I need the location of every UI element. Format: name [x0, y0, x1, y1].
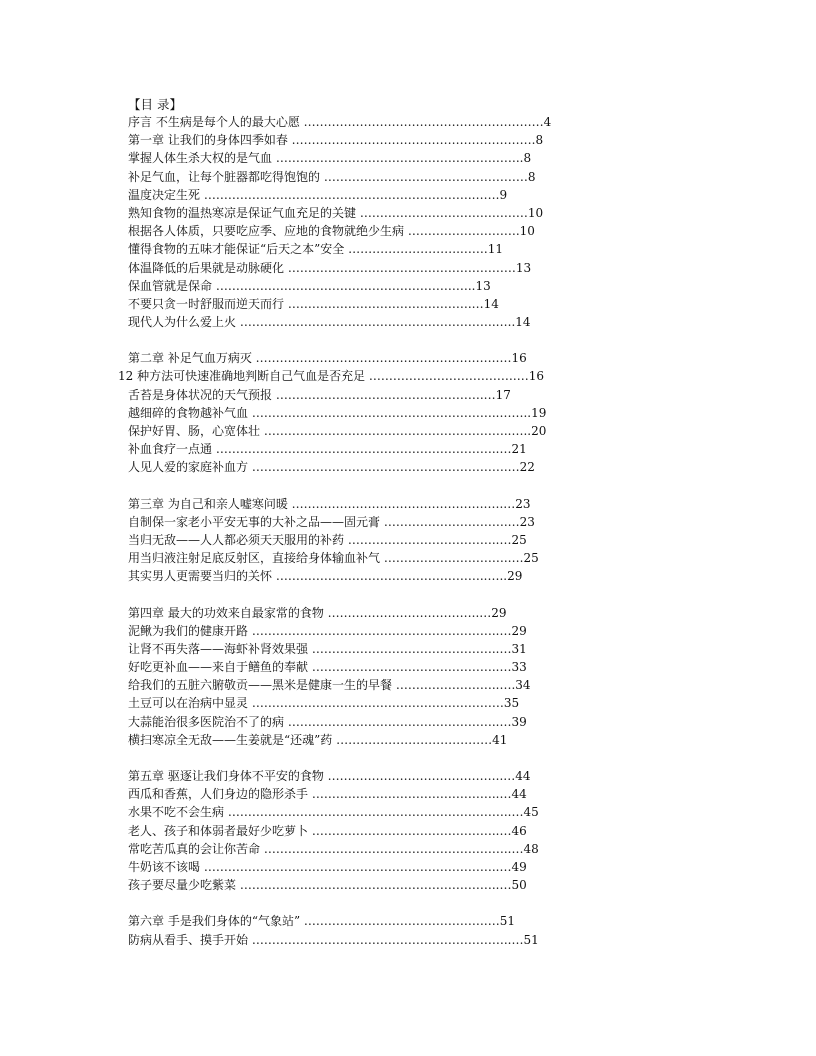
toc-entry: 第六章 手是我们身体的“气象站” ……………………………………….…51	[128, 914, 515, 929]
toc-section	[128, 113, 658, 331]
toc-entry: 泥鳅为我们的健康开路 ……………………………………………………..…29	[128, 623, 527, 638]
toc-entry: 保血管就是保命 ………………………………………………………..13	[128, 278, 491, 293]
toc-entry: 好吃更补血——来自于鳝鱼的奉献 ………………………………………..…33	[128, 660, 527, 675]
toc-entry: 掌握人体生杀大权的是气血 ……………………………………………………..8	[128, 151, 532, 166]
toc-entry: 第四章 最大的功效来自最家常的食物 ………………………………..…29	[128, 605, 507, 620]
toc-entry: 牛奶该不该喝 ………………………………………………………………..…49	[128, 859, 527, 874]
toc-entry: 用当归液注射足底反射区，直接给身体输血补气 ………………………….….25	[128, 551, 539, 566]
toc-entry: 第二章 补足气血万病灭 …………………………………………………….…16	[128, 351, 527, 366]
toc-entry: 其实男人更需要当归的关怀 ……………………………………………..…..29	[128, 569, 523, 584]
toc-entry: 孩子要尽量少吃紫菜 ………………………………………………………..…50	[128, 878, 527, 893]
toc-entry: 老人、孩子和体弱者最好少吃萝卜 ………………………………………..…46	[128, 823, 527, 838]
toc-section	[128, 912, 658, 948]
toc-entry: 序言 不生病是每个人的最大心愿 ……………………………………………………4	[128, 115, 552, 129]
toc-entry: 懂得食物的五味才能保证“后天之本”安全 ……………………….…….11	[128, 242, 503, 257]
toc-entry: 土豆可以在治病中显灵 ………………………………………………………35	[128, 696, 520, 711]
toc-entry: 舌苔是身体状况的天气预报 …………………………………………….…17	[128, 387, 511, 402]
toc-entry: 让肾不再失落——海虾补肾效果强 ………………………………………..…31	[128, 641, 527, 656]
toc-entry: 根据各人体质，只要吃应季、应地的食物就绝少生病 ……………………….10	[128, 224, 535, 239]
toc-entry: 第三章 为自己和亲人嘘寒问暖 ………………………………………….….…23	[128, 496, 531, 511]
toc-entry: 体温降低的后果就是动脉硬化 …………………………………………………13	[128, 260, 532, 275]
toc-entry: 不要只贪一时舒服而逆天而行 ……………………………………….…14	[128, 296, 499, 311]
toc-entry: 水果不吃不会生病 ……………………………………………………………..…45	[128, 805, 539, 820]
toc-entry: 常吃苦瓜真的会让你苦命 ……………………………………………………..…48	[128, 841, 539, 856]
toc-section	[128, 495, 658, 586]
toc-entry: 人见人爱的家庭补血方 ……………………………………………………….…22	[128, 460, 535, 475]
toc-entry: 防病从看手、摸手开始 ………………………………………………………..…51	[128, 932, 539, 947]
toc-entry: 补足气血，让每个脏器都吃得饱饱的 ……………………………………………8	[128, 169, 536, 184]
toc-entry: 给我们的五脏六腑敬贡——黑米是健康一生的早餐 ……………………..….34	[128, 678, 531, 693]
toc-entry: 补血食疗一点通 ……………………………………………………………..…21	[128, 442, 527, 457]
toc-entry: 熟知食物的温热寒凉是保证气血充足的关键 ……………………………………10	[128, 205, 544, 220]
table-of-contents	[118, 97, 658, 949]
toc-section	[128, 604, 658, 750]
toc-section	[118, 349, 658, 476]
toc-entry: 横扫寒凉全无敌——生姜就是“还魂”药 …………………………………41	[128, 732, 508, 747]
toc-entry: 西瓜和香蕉，人们身边的隐形杀手 ………………………………………..…44	[128, 787, 527, 802]
toc-sections	[118, 113, 658, 949]
toc-section	[128, 767, 658, 894]
toc-entry: 越细碎的食物越补气血 ……………………………………………………..……..19	[128, 405, 547, 420]
toc-entry: 12 种方法可快速准确地判断自己气血是否充足 ……………………………….…16	[118, 369, 544, 384]
toc-entry: 当归无敌——人人都必须天天服用的补药 ………………………………..…25	[128, 532, 527, 547]
toc-entry: 温度决定生死 ………………………………………………………….…….9	[128, 187, 508, 202]
toc-title: 【目 录】	[128, 97, 182, 112]
toc-entry: 大蒜能治很多医院治不了的病 ……………………………………………..…39	[128, 714, 527, 729]
toc-entry: 保护好胃、肠，心宽体壮 ……………………………………………………..…..20	[128, 424, 547, 438]
toc-entry: 第五章 驱逐让我们身体不平安的食物 ……………………………………..…44	[128, 769, 531, 783]
toc-entry: 第一章 让我们的身体四季如春 …………………………………………………….8	[128, 133, 544, 148]
toc-entry: 现代人为什么爱上火 ……………………………………………………….…..14	[128, 315, 531, 330]
toc-entry: 自制保一家老小平安无事的大补之品——固元膏 ………………………….…23	[128, 514, 535, 529]
